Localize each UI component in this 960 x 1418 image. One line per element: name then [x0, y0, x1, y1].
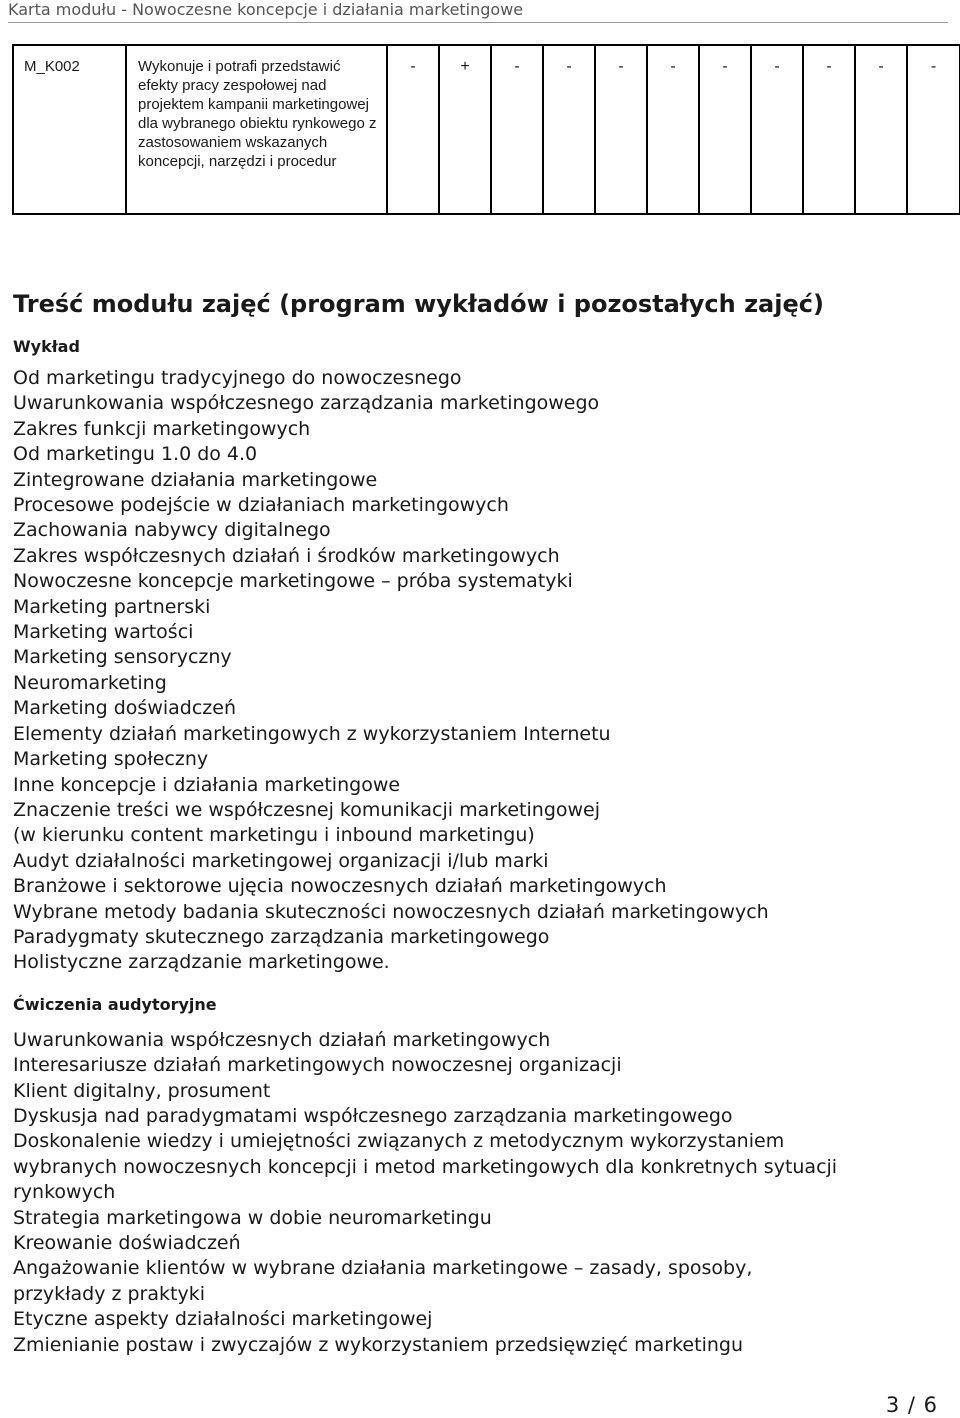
list-item: rynkowych	[13, 1181, 116, 1204]
list-item: Marketing sensoryczny	[13, 646, 232, 669]
document-title: Karta modułu - Nowoczesne koncepcje i działania marketingowe	[8, 0, 524, 19]
outcome-mark: -	[855, 45, 907, 214]
list-item: Zakres funkcji marketingowych	[13, 417, 311, 440]
list-item: Klient digitalny, prosument	[13, 1079, 271, 1102]
list-item: Wybrane metody badania skuteczności nowoczesnych działań marketingowych	[13, 900, 769, 923]
list-item: Audyt działalności marketingowej organizacji i/lub marki	[13, 849, 549, 872]
list-item: Marketing wartości	[13, 621, 194, 644]
list-item: Zachowania nabywcy digitalnego	[13, 519, 331, 542]
list-item: Angażowanie klientów w wybrane działania marketingowe – zasady, sposoby,	[13, 1257, 753, 1280]
section-title: Treść modułu zajęć (program wykładów i pozostałych zajęć)	[13, 290, 824, 318]
list-item: Kreowanie doświadczeń	[13, 1232, 241, 1254]
list-item: Uwarunkowania współczesnych działań marketingowych	[13, 1028, 551, 1051]
list-item: przykłady z praktyki	[13, 1282, 205, 1305]
lecture-heading: Wykład	[13, 337, 80, 356]
list-item: Zintegrowane działania marketingowe	[13, 468, 378, 491]
list-item: Dyskusja nad paradygmatami współczesnego zarządzania marketingowego	[13, 1104, 733, 1127]
exercises-heading: Ćwiczenia audytoryjne	[13, 994, 217, 1014]
outcome-mark: +	[439, 45, 491, 214]
list-item: Neuromarketing	[13, 671, 167, 694]
outcome-mark: -	[647, 45, 699, 214]
table-row	[13, 45, 960, 214]
outcome-mark: -	[543, 45, 595, 214]
list-item: Interesariusze działań marketingowych nowoczesnej organizacji	[13, 1054, 622, 1077]
list-item: Marketing społeczny	[13, 748, 209, 771]
list-item: Od marketingu tradycyjnego do nowoczesnego	[13, 367, 462, 389]
list-item: wybranych nowoczesnych koncepcji i metod marketingowych dla konkretnych sytuacji	[13, 1155, 838, 1178]
list-item: Strategia marketingowa w dobie neuromarketingu	[13, 1206, 492, 1229]
list-item: Od marketingu 1.0 do 4.0	[13, 443, 258, 466]
module-content	[13, 286, 953, 1358]
list-item: Elementy działań marketingowych z wykorzystaniem Internetu	[13, 722, 611, 745]
outcome-code: M_K002	[13, 45, 126, 214]
exercise-topic-list	[13, 1028, 953, 1358]
list-item: Znaczenie treści we współczesnej komunikacji marketingowej	[13, 798, 601, 821]
list-item: Marketing partnerski	[13, 595, 211, 618]
list-item: Branżowe i sektorowe ujęcia nowoczesnych działań marketingowych	[13, 875, 667, 898]
outcome-description: Wykonuje i potrafi przedstawić efekty pracy zespołowej nad projektem kampanii marketingowej dla wybranego obiektu rynkowego z zastosowaniem wskazanych koncepcji, narzędzi i procedur	[126, 45, 387, 214]
list-item: Holistyczne zarządzanie marketingowe.	[13, 951, 390, 974]
lecture-topic-list	[13, 366, 953, 976]
list-item: Uwarunkowania współczesnego zarządzania marketingowego	[13, 392, 600, 415]
list-item: Marketing doświadczeń	[13, 697, 236, 720]
list-item: Doskonalenie wiedzy i umiejętności związanych z metodycznym wykorzystaniem	[13, 1130, 785, 1153]
list-item: Paradygmaty skutecznego zarządzania marketingowego	[13, 925, 550, 948]
outcome-mark: -	[387, 45, 439, 214]
list-item: Etyczne aspekty działalności marketingowej	[13, 1308, 433, 1331]
outcome-mark: -	[491, 45, 543, 214]
document-header	[8, 0, 948, 23]
list-item: Zakres współczesnych działań i środków marketingowych	[13, 544, 560, 567]
outcome-mark: -	[595, 45, 647, 214]
list-item: Inne koncepcje i działania marketingowe	[13, 773, 401, 796]
outcome-mark: -	[699, 45, 751, 214]
learning-outcome-table	[12, 44, 960, 215]
page-number: 3 / 6	[885, 1393, 938, 1417]
list-item: (w kierunku content marketingu i inbound marketingu)	[13, 824, 535, 847]
outcome-mark: -	[907, 45, 960, 214]
list-item: Zmienianie postaw i zwyczajów z wykorzystaniem przedsięwzięć marketingu	[13, 1333, 743, 1356]
outcome-mark: -	[751, 45, 803, 214]
list-item: Procesowe podejście w działaniach marketingowych	[13, 494, 509, 517]
outcome-mark: -	[803, 45, 855, 214]
list-item: Nowoczesne koncepcje marketingowe – próba systematyki	[13, 570, 573, 593]
